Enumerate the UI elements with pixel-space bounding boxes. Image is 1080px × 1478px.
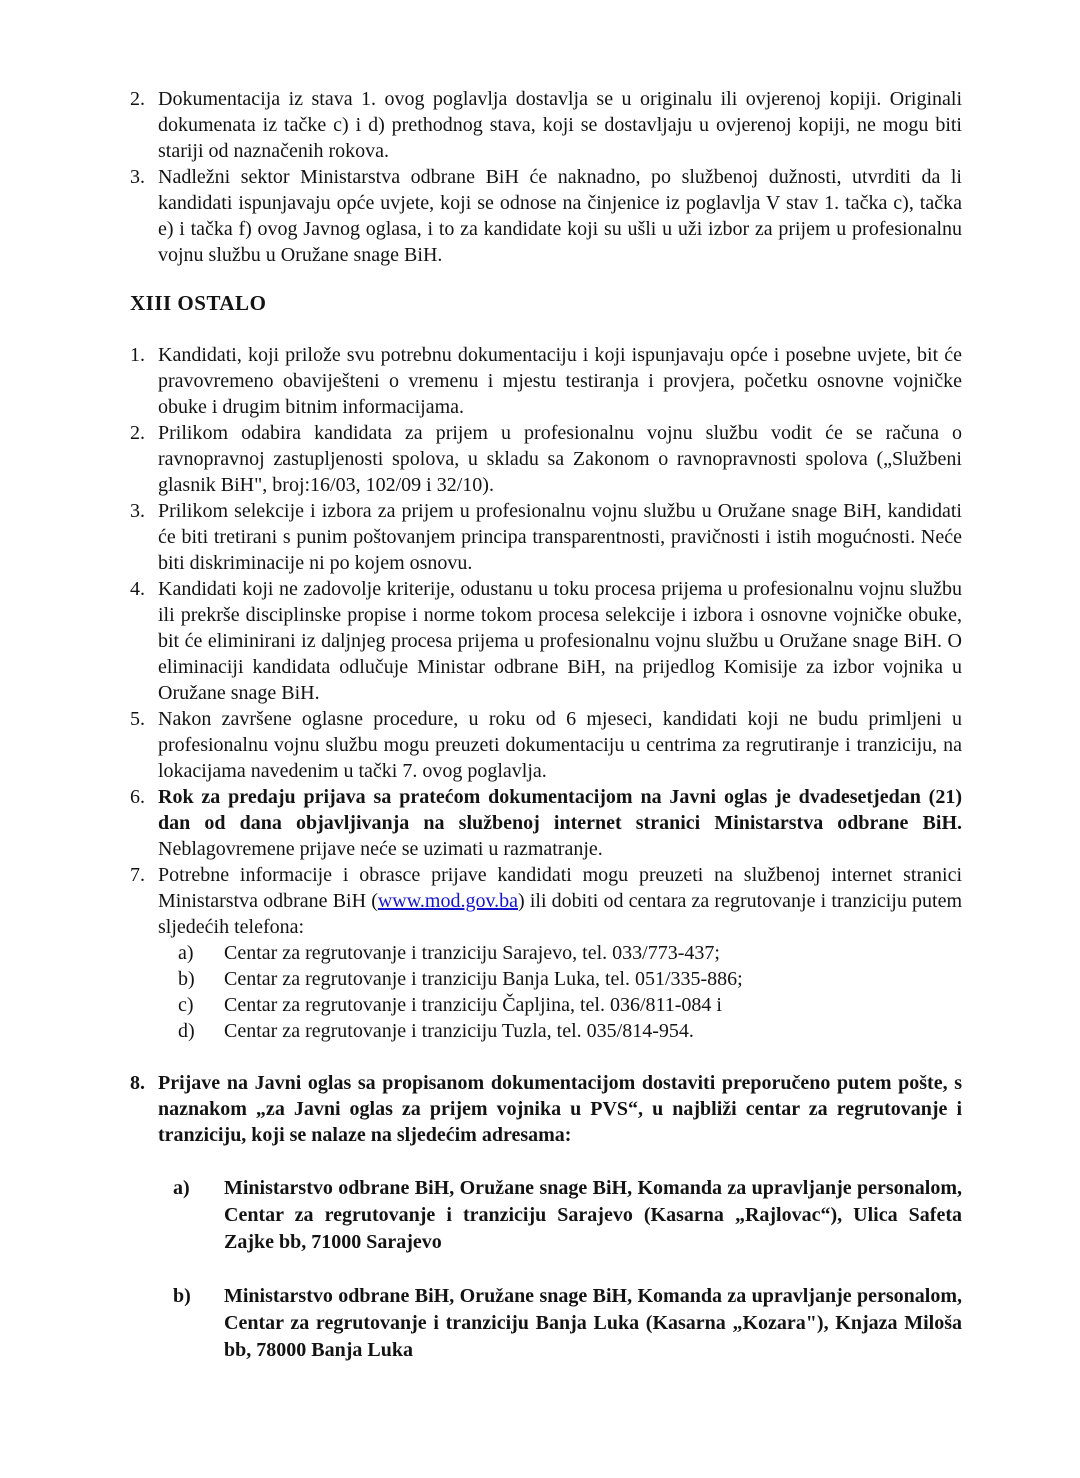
section-heading: XIII OSTALO — [130, 291, 267, 315]
mod-gov-ba-link[interactable]: www.mod.gov.ba — [377, 890, 519, 912]
paragraph-text: Nakon završene oglasne procedure, u roku od 6 mjeseci, kandidati koji ne budu primljeni u profesionalnu vojnu službu mogu preuzeti dokumentaciju u centrima za regrutiranje i tranziciju, na lokacijama navedenim u tački 7. ovog poglavlja. — [158, 708, 962, 782]
phone-entry: Centar za regrutovanje i tranziciju Sarajevo, tel. 033/773-437; — [224, 942, 720, 964]
paragraph-text: Potrebne informacije i obrasce prijave kandidati mogu preuzeti na službenoj internet stranici Ministarstva odbrane BiH ( — [158, 864, 962, 912]
item-number: 3. — [130, 166, 145, 188]
submission-instructions-bold-text: Prijave na Javni oglas sa propisanom dokumentacijom dostaviti preporučeno putem pošte, s naznakom „za Javni oglas za prijem vojnika u PVS“, u najbliži centar za regrutovanje i tranziciju, koji se nalaze na sljedećim adresama: — [158, 1072, 962, 1146]
list-item — [130, 342, 962, 420]
paragraph-text: Prilikom odabira kandidata za prijem u profesionalnu vojnu službu vodit će se računa o ravnopravnoj zastupljenosti spolova, u skladu sa Zakonom o ravnopravnosti spolova („Službeni glasnik BiH", broj:16/03, 102/09 i 32/10). — [158, 422, 962, 496]
paragraph-text: Dokumentacija iz stava 1. ovog poglavlja dostavlja se u originalu ili ovjerenoj kopiji. Originali dokumenata iz tačke c) i d) prethodnog stava, koji se dostavljaju u ovjerenoj kopiji, ne mogu biti stariji od naznačenih rokova. — [158, 88, 962, 162]
phone-entry: Centar za regrutovanje i tranziciju Tuzla, tel. 035/814-954. — [224, 1020, 694, 1042]
item-number: 7. — [130, 864, 145, 886]
item-number: 2. — [130, 422, 145, 444]
list-item — [130, 86, 962, 164]
phone-list-item — [158, 992, 962, 1018]
sub-item-letter: b) — [173, 1285, 191, 1307]
item-number: 2. — [130, 88, 145, 110]
item-number: 4. — [130, 578, 145, 600]
list-item — [130, 498, 962, 576]
paragraph-text: ) ili dobiti od centara za regrutovanje i tranziciju putem sljedećih telefona: — [158, 890, 962, 938]
list-item — [130, 576, 962, 706]
address-text: Ministarstvo odbrane BiH, Oružane snage BiH, Komanda za upravljanje personalom, Centar za regrutovanje i tranziciju Sarajevo (Kasarna „Rajlovac“), Ulica Safeta Zajke bb, 71000 Sarajevo — [224, 1177, 962, 1253]
address-block-sarajevo — [158, 1175, 962, 1256]
item-number: 5. — [130, 708, 145, 730]
phone-list-item — [158, 1018, 962, 1044]
list-item — [130, 420, 962, 498]
list-item — [130, 1070, 962, 1364]
phone-list-item — [158, 966, 962, 992]
item-number: 1. — [130, 344, 145, 366]
address-block-banja-luka — [158, 1283, 962, 1364]
item-number: 3. — [130, 500, 145, 522]
list-item — [130, 164, 962, 268]
item-number: 6. — [130, 786, 145, 808]
paragraph-text: Neblagovremene prijave neće se uzimati u razmatranje. — [158, 838, 603, 860]
sub-item-letter: b) — [178, 968, 195, 990]
deadline-bold-text: Rok za predaju prijava sa pratećom dokumentacijom na Javni oglas je dvadesetjedan (21) dan od dana objavljivanja na službenoj internet stranici Ministarstva odbrane BiH. — [158, 786, 962, 834]
list-item — [130, 706, 962, 784]
item-number: 8. — [130, 1072, 145, 1094]
paragraph-text: Nadležni sektor Ministarstva odbrane BiH će naknadno, po službenoj dužnosti, utvrditi da li kandidati ispunjavaju opće uvjete, koji se odnose na činjenice iz poglavlja V stav 1. tačka c), tačka e) i tačka f) ovog Javnog oglasa, i to za kandidate koji su ušli u uži izbor za prijem u profesionalnu vojnu službu u Oružane snage BiH. — [158, 166, 962, 266]
phone-entry: Centar za regrutovanje i tranziciju Čapljina, tel. 036/811-084 i — [224, 994, 722, 1016]
address-text: Ministarstvo odbrane BiH, Oružane snage BiH, Komanda za upravljanje personalom, Centar za regrutovanje i tranziciju Banja Luka (Kasarna „Kozara"), Knjaza Miloša bb, 78000 Banja Luka — [224, 1285, 962, 1361]
phone-entry: Centar za regrutovanje i tranziciju Banja Luka, tel. 051/335-886; — [224, 968, 743, 990]
paragraph-text: Prilikom selekcije i izbora za prijem u profesionalnu vojnu službu u Oružane snage BiH, kandidati će biti tretirani s punim poštovanjem principa transparentnosti, pravičnosti i istih mogućnosti. Neće biti diskriminacije ni po kojem osnovu. — [158, 500, 962, 574]
paragraph-text: Kandidati koji ne zadovolje kriterije, odustanu u toku procesa prijema u profesionalnu vojnu službu ili prekrše disciplinske propise i norme tokom procesa selekcije i izbora i osnovne vojničke obuke, bit će eliminirani iz daljnjeg procesa prijema u profesionalnu vojnu službu u Oružane snage BiH. O eliminaciji kandidata odlučuje Ministar odbrane BiH, na prijedlog Komisije za izbor vojnika u Oružane snage BiH. — [158, 578, 962, 704]
phone-list-item — [158, 940, 962, 966]
sub-item-letter: a) — [173, 1177, 190, 1199]
list-item — [130, 784, 962, 862]
sub-item-letter: d) — [178, 1020, 195, 1042]
sub-item-letter: a) — [178, 942, 194, 964]
list-item — [130, 862, 962, 1044]
sub-item-letter: c) — [178, 994, 194, 1016]
paragraph-text: Kandidati, koji prilože svu potrebnu dokumentaciju i koji ispunjavaju opće i posebne uvjete, bit će pravovremeno obaviješteni o vremenu i mjestu testiranja i provjera, početku osnovne vojničke obuke i drugim bitnim informacijama. — [158, 344, 962, 418]
